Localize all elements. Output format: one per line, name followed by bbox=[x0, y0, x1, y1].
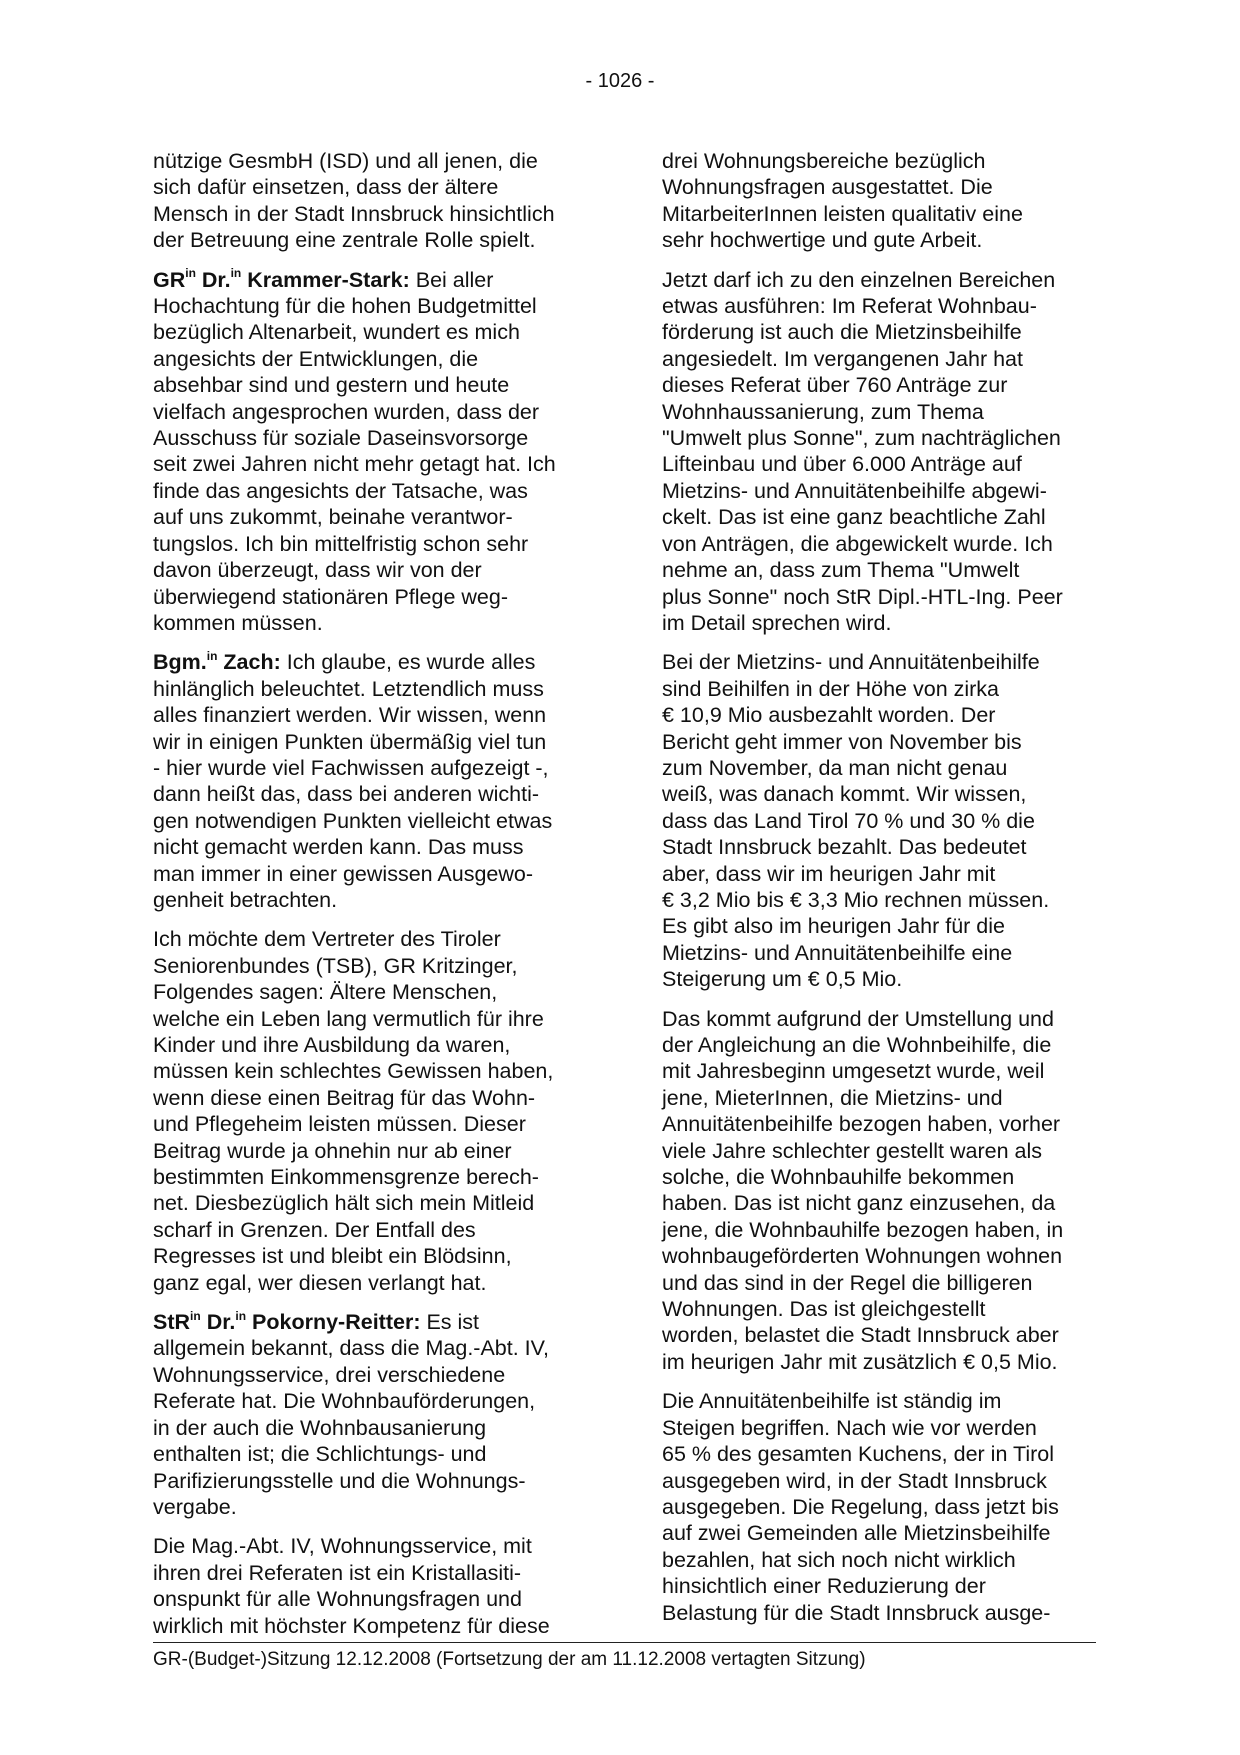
text-line: im heurigen Jahr mit zusätzlich € 0,5 Mio. bbox=[662, 1349, 1058, 1374]
text-line: € 10,9 Mio ausbezahlt worden. Der bbox=[662, 703, 996, 728]
text-line: Die Annuitätenbeihilfe ist ständig im bbox=[662, 1389, 1002, 1414]
text-line: worden, belastet die Stadt Innsbruck aber bbox=[662, 1323, 1059, 1348]
paragraph bbox=[153, 148, 583, 254]
paragraph bbox=[662, 1388, 1092, 1626]
text-line: enthalten ist; die Schlichtungs- und bbox=[153, 1442, 487, 1467]
text-line: dieses Referat über 760 Anträge zur bbox=[662, 373, 1008, 398]
text-line: StR$^{in}$ Dr.$^{in}$ Pokorny-Reitter: Es ist bbox=[153, 1308, 480, 1335]
speaker-label: $GR^{in}$ Dr.$^{in}$ Krammer-Stark: bbox=[153, 266, 410, 292]
text-line: seit zwei Jahren nicht mehr getagt hat. Ich bbox=[153, 452, 556, 477]
text-line: net. Diesbezüglich hält sich mein Mitleid bbox=[153, 1191, 535, 1216]
paragraph bbox=[662, 1006, 1092, 1376]
text-line: ihren drei Referaten ist ein Kristallasiti- bbox=[153, 1560, 522, 1585]
text-line: Bgm.$^{in}$ Zach: Ich glaube, es wurde alles bbox=[153, 649, 536, 675]
text-line: man immer in einer gewissen Ausgewo- bbox=[153, 861, 533, 886]
text-line: sehr hochwertige und gute Arbeit. bbox=[662, 228, 983, 253]
text-line: hinsichtlich einer Reduzierung der bbox=[662, 1574, 986, 1599]
text-line: sind Beihilfen in der Höhe von zirka bbox=[662, 676, 1000, 701]
text-line: Das kommt aufgrund der Umstellung und bbox=[662, 1006, 1054, 1031]
text-line: Mietzins- und Annuitätenbeihilfe eine bbox=[662, 940, 1013, 965]
text-line: sich dafür einsetzen, dass der ältere bbox=[153, 175, 499, 200]
left-column bbox=[153, 148, 583, 1652]
text-line: Wohnungsfragen ausgestattet. Die bbox=[662, 175, 993, 200]
text-line: dann heißt das, dass bei anderen wichti- bbox=[153, 782, 540, 807]
text-line: weiß, was danach kommt. Wir wissen, bbox=[662, 782, 1027, 807]
text-line: vielfach angesprochen wurden, dass der bbox=[153, 399, 540, 424]
text-line: Kinder und ihre Ausbildung da waren, bbox=[153, 1033, 511, 1057]
text-line: viele Jahre schlechter gestellt waren als bbox=[662, 1138, 1043, 1163]
text-line: wirklich mit höchster Kompetenz für diese bbox=[153, 1613, 550, 1638]
text-line: Wohnungsservice, drei verschiedene bbox=[153, 1362, 506, 1387]
text-line: Ausschuss für soziale Daseinsvorsorge bbox=[153, 426, 529, 451]
text-line: Wohnhaussanierung, zum Thema bbox=[662, 399, 984, 424]
text-line: müssen kein schlechtes Gewissen haben, bbox=[153, 1059, 554, 1084]
text-line: scharf in Grenzen. Der Entfall des bbox=[153, 1217, 476, 1242]
text-line: 65 % des gesamten Kuchens, der in Tirol bbox=[662, 1442, 1054, 1467]
footer-text: GR-(Budget-)Sitzung 12.12.2008 (Fortsetzung der am 11.12.2008 vertagten Sitzung) bbox=[153, 1649, 866, 1670]
text-line: kommen müssen. bbox=[153, 610, 323, 635]
text-line: Regresses ist und bleibt ein Blödsinn, bbox=[153, 1244, 512, 1269]
text-line: vergabe. bbox=[153, 1494, 237, 1519]
text-line: absehbar sind und gestern und heute bbox=[153, 373, 510, 398]
text-line: Referate hat. Die Wohnbauförderungen, bbox=[153, 1389, 536, 1414]
text-line: jene, MieterInnen, die Mietzins- und bbox=[662, 1085, 1003, 1110]
text-line: nicht gemacht werden kann. Das muss bbox=[153, 835, 524, 860]
text-line: Mietzins- und Annuitätenbeihilfe abgewi- bbox=[662, 478, 1047, 503]
text-line: Steigen begriffen. Nach wie vor werden bbox=[662, 1415, 1037, 1440]
text-line: Jetzt darf ich zu den einzelnen Bereichen bbox=[662, 267, 1056, 292]
text-line: auf zwei Gemeinden alle Mietzinsbeihilfe bbox=[662, 1521, 1051, 1546]
right-column bbox=[662, 148, 1092, 1639]
text-line: tungslos. Ich bin mittelfristig schon sehr bbox=[153, 531, 529, 556]
text-line: und Pflegeheim leisten müssen. Dieser bbox=[153, 1112, 526, 1137]
text-line: Stadt Innsbruck bezahlt. Das bedeutet bbox=[662, 835, 1027, 860]
text-line: bezahlen, hat sich noch nicht wirklich bbox=[662, 1547, 1016, 1572]
paragraph bbox=[153, 267, 583, 637]
paragraph bbox=[153, 926, 583, 1296]
text-line: Seniorenbundes (TSB), GR Kritzinger, bbox=[153, 953, 518, 978]
text-line: Die Mag.-Abt. IV, Wohnungsservice, mit bbox=[153, 1534, 532, 1559]
text-line: ganz egal, wer diesen verlangt hat. bbox=[153, 1270, 487, 1295]
text-line: hinlänglich beleuchtet. Letztendlich muss bbox=[153, 676, 544, 701]
text-line: haben. Das ist nicht ganz einzusehen, da bbox=[662, 1191, 1056, 1216]
text-line: Bericht geht immer von November bis bbox=[662, 729, 1022, 754]
speaker-label: Bgm.$^{in}$ Zach: bbox=[153, 649, 281, 675]
text-line: und das sind in der Regel die billigeren bbox=[662, 1270, 1033, 1295]
paragraph bbox=[153, 649, 583, 913]
text-line: € 3,2 Mio bis € 3,3 Mio rechnen müssen. bbox=[662, 887, 1050, 912]
text-line: allgemein bekannt, dass die Mag.-Abt. IV, bbox=[153, 1336, 549, 1361]
paragraph bbox=[153, 1309, 583, 1520]
text-line: alles finanziert werden. Wir wissen, wenn bbox=[153, 703, 547, 728]
text-line: Parifizierungsstelle und die Wohnungs- bbox=[153, 1468, 526, 1493]
text-line: ausgegeben. Die Regelung, dass jetzt bis bbox=[662, 1494, 1059, 1519]
text-line: bestimmten Einkommensgrenze berech- bbox=[153, 1165, 539, 1190]
text-line: der Betreuung eine zentrale Rolle spielt. bbox=[153, 228, 536, 253]
text-line: dass das Land Tirol 70 % und 30 % die bbox=[662, 808, 1035, 833]
text-line: Beitrag wurde ja ohnehin nur ab einer bbox=[153, 1138, 512, 1163]
paragraph bbox=[662, 649, 1092, 992]
text-line: plus Sonne" noch StR Dipl.-HTL-Ing. Peer bbox=[662, 584, 1063, 609]
text-line: Hochachtung für die hohen Budgetmittel bbox=[153, 294, 537, 319]
text-line: "Umwelt plus Sonne", zum nachträglichen bbox=[662, 426, 1061, 451]
text-line: Folgendes sagen: Ältere Menschen, bbox=[153, 980, 498, 1005]
text-line: förderung ist auch die Mietzinsbeihilfe bbox=[662, 320, 1022, 345]
text-line: angesiedelt. Im vergangenen Jahr hat bbox=[662, 346, 1023, 371]
text-line: wir in einigen Punkten übermäßig viel tun bbox=[153, 729, 547, 754]
text-line: wenn diese einen Beitrag für das Wohn- bbox=[153, 1085, 536, 1110]
text-line: finde das angesichts der Tatsache, was bbox=[153, 478, 528, 503]
text-line: ckelt. Das ist eine ganz beachtliche Zahl bbox=[662, 505, 1046, 530]
text-line: von Anträgen, die abgewickelt wurde. Ich bbox=[662, 531, 1053, 556]
text-line: bezüglich Altenarbeit, wundert es mich bbox=[153, 320, 520, 345]
text-line: ausgegeben wird, in der Stadt Innsbruck bbox=[662, 1468, 1047, 1493]
text-line: Belastung für die Stadt Innsbruck ausge- bbox=[662, 1600, 1051, 1625]
text-line: - hier wurde viel Fachwissen aufgezeigt -, bbox=[153, 755, 549, 780]
text-line: mit Jahresbeginn umgesetzt wurde, weil bbox=[662, 1059, 1045, 1084]
text-line: Lifteinbau und über 6.000 Anträge auf bbox=[662, 452, 1022, 477]
footer-divider bbox=[153, 1642, 1096, 1643]
text-line: Es gibt also im heurigen Jahr für die bbox=[662, 914, 1005, 939]
text-line: Bei der Mietzins- und Annuitätenbeihilfe bbox=[662, 650, 1040, 675]
text-line: im Detail sprechen wird. bbox=[662, 610, 892, 635]
text-line: Wohnungen. Das ist gleichgestellt bbox=[662, 1297, 986, 1322]
text-line: der Angleichung an die Wohnbeihilfe, die bbox=[662, 1033, 1052, 1057]
text-line: davon überzeugt, dass wir von der bbox=[153, 558, 482, 583]
text-line: gen notwendigen Punkten vielleicht etwas bbox=[153, 808, 553, 833]
text-line: angesichts der Entwicklungen, die bbox=[153, 346, 479, 371]
text-line: $GR^{in}$ Dr.$^{in}$ Krammer-Stark: Bei aller bbox=[153, 266, 494, 292]
speaker-label: StR$^{in}$ Dr.$^{in}$ Pokorny-Reitter: bbox=[153, 1308, 421, 1335]
text-line: nehme an, dass zum Thema "Umwelt bbox=[662, 558, 1020, 583]
text-line: Mensch in der Stadt Innsbruck hinsichtlich bbox=[153, 201, 555, 226]
paragraph bbox=[153, 1533, 583, 1639]
text-line: Steigerung um € 0,5 Mio. bbox=[662, 967, 903, 992]
text-line: solche, die Wohnbauhilfe bekommen bbox=[662, 1165, 1015, 1190]
paragraph bbox=[662, 267, 1092, 637]
text-line: welche ein Leben lang vermutlich für ihre bbox=[153, 1006, 544, 1031]
paragraph bbox=[662, 148, 1092, 254]
text-line: onspunkt für alle Wohnungsfragen und bbox=[153, 1587, 522, 1612]
text-line: etwas ausführen: Im Referat Wohnbau- bbox=[662, 294, 1037, 319]
text-line: genheit betrachten. bbox=[153, 887, 338, 912]
text-line: auf uns zukommt, beinahe verantwor- bbox=[153, 505, 513, 530]
text-line: aber, dass wir im heurigen Jahr mit bbox=[662, 861, 996, 886]
text-line: nützige GesmbH (ISD) und all jenen, die bbox=[153, 149, 538, 173]
text-line: zum November, da man nicht genau bbox=[662, 755, 1008, 780]
page-number: - 1026 - bbox=[585, 70, 655, 92]
text-line: in der auch die Wohnbausanierung bbox=[153, 1415, 487, 1440]
text-line: jene, die Wohnbauhilfe bezogen haben, in bbox=[662, 1217, 1064, 1242]
text-line: überwiegend stationären Pflege weg- bbox=[153, 584, 508, 609]
text-line: Ich möchte dem Vertreter des Tiroler bbox=[153, 927, 501, 952]
text-line: drei Wohnungsbereiche bezüglich bbox=[662, 149, 986, 173]
text-line: wohnbaugeförderten Wohnungen wohnen bbox=[662, 1244, 1063, 1269]
text-line: Annuitätenbeihilfe bezogen haben, vorher bbox=[662, 1112, 1061, 1137]
text-line: MitarbeiterInnen leisten qualitativ eine bbox=[662, 201, 1023, 226]
